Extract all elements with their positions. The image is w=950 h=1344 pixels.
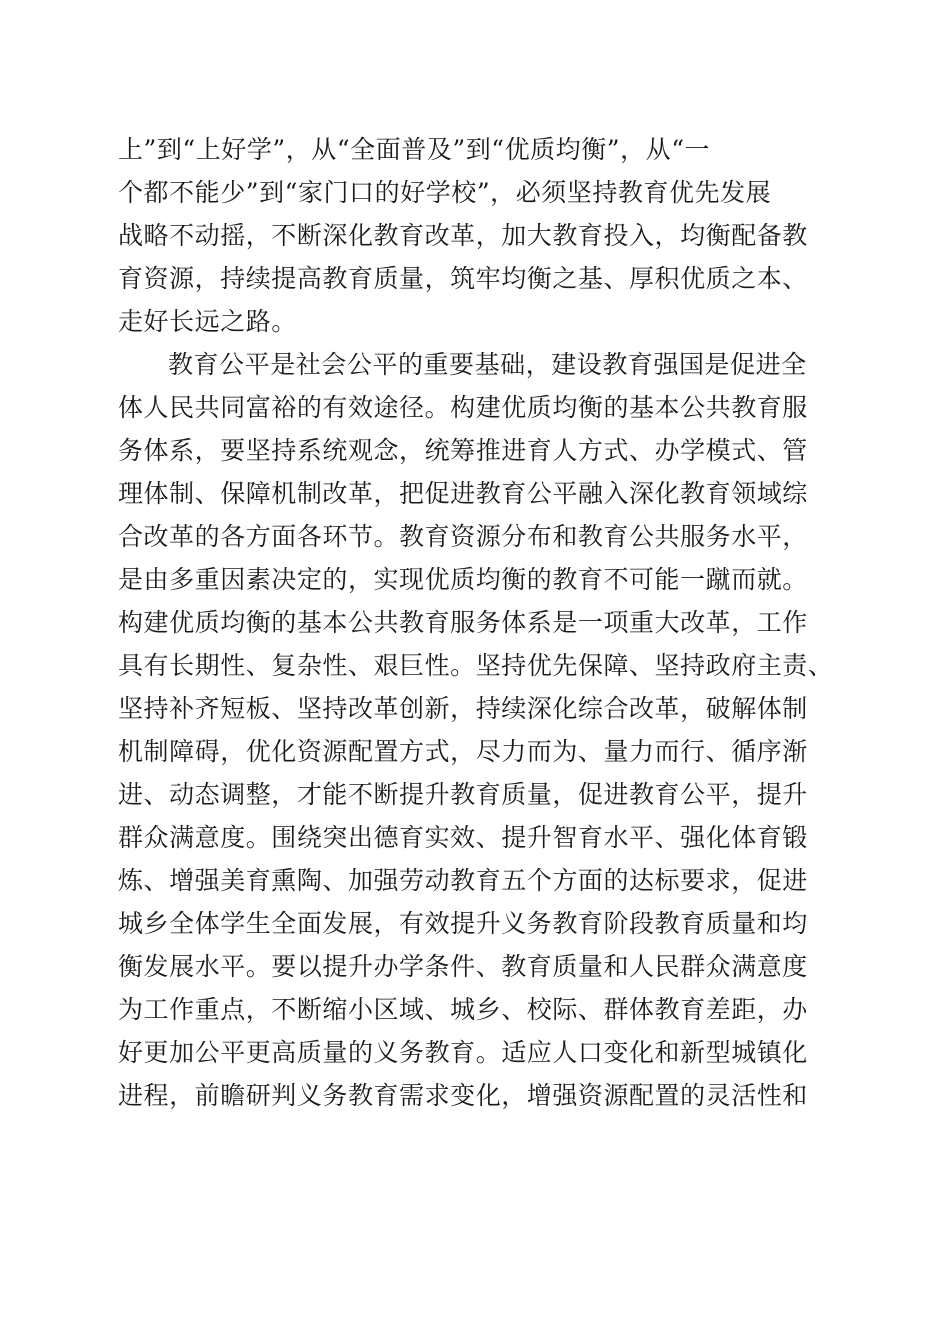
paragraph-1-line-1: 上”到“上好学”，从“全面普及”到“优质均衡”，从“一: [118, 135, 711, 164]
paragraph-2-line-11: 进、动态调整，才能不断提升教育质量，促进教育公平，提升: [118, 780, 808, 809]
paragraph-1-line-4: 育资源，持续提高教育质量，筑牢均衡之基、厚积优质之本、: [118, 264, 808, 293]
paragraph-2-line-12: 群众满意度。围绕突出德育实效、提升智育水平、强化体育锻: [118, 823, 808, 852]
paragraph-1-line-3: 战略不动摇，不断深化教育改革，加大教育投入，均衡配备教: [118, 221, 808, 250]
paragraph-2-line-9: 坚持补齐短板、坚持改革创新，持续深化综合改革，破解体制: [118, 694, 808, 723]
paragraph-1-line-2: 个都不能少”到“家门口的好学校”，必须坚持教育优先发展: [118, 178, 772, 207]
paragraph-2-line-7: 构建优质均衡的基本公共教育服务体系是一项重大改革，工作: [118, 608, 808, 637]
paragraph-2-line-3: 务体系，要坚持系统观念，统筹推进育人方式、办学模式、管: [118, 436, 808, 465]
paragraph-2-line-13: 炼、增强美育熏陶、加强劳动教育五个方面的达标要求，促进: [118, 866, 808, 895]
paragraph-2-line-1: 教育公平是社会公平的重要基础，建设教育强国是促进全: [168, 350, 807, 379]
paragraph-2-line-8: 具有长期性、复杂性、艰巨性。坚持优先保障、坚持政府主责、: [118, 651, 834, 680]
paragraph-2-line-16: 为工作重点，不断缩小区域、城乡、校际、群体教育差距，办: [118, 995, 808, 1024]
paragraph-2-line-15: 衡发展水平。要以提升办学条件、教育质量和人民群众满意度: [118, 952, 808, 981]
paragraph-2-line-10: 机制障碍，优化资源配置方式，尽力而为、量力而行、循序渐: [118, 737, 808, 766]
paragraph-1-line-5: 走好长远之路。: [118, 307, 297, 336]
paragraph-2-line-17: 好更加公平更高质量的义务教育。适应人口变化和新型城镇化: [118, 1038, 808, 1067]
paragraph-2-line-5: 合改革的各方面各环节。教育资源分布和教育公共服务水平，: [118, 522, 808, 551]
paragraph-2-line-2: 体人民共同富裕的有效途径。构建优质均衡的基本公共教育服: [118, 393, 808, 422]
paragraph-2-line-18: 进程，前瞻研判义务教育需求变化，增强资源配置的灵活性和: [118, 1081, 808, 1110]
paragraph-2-line-6: 是由多重因素决定的，实现优质均衡的教育不可能一蹴而就。: [118, 565, 808, 594]
paragraph-2-line-14: 城乡全体学生全面发展，有效提升义务教育阶段教育质量和均: [118, 909, 808, 938]
paragraph-2-line-4: 理体制、保障机制改革，把促进教育公平融入深化教育领域综: [118, 479, 808, 508]
